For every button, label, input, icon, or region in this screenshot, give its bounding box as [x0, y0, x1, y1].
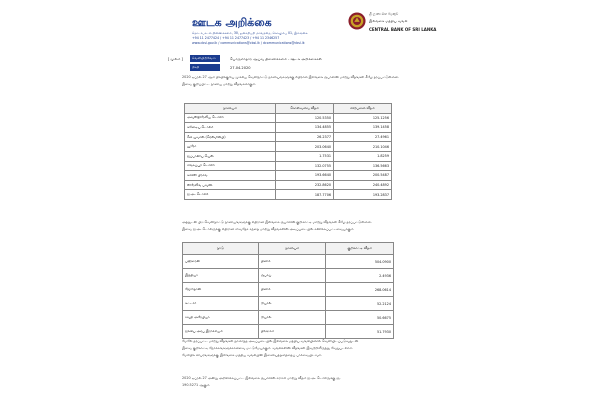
- intro-line-1: 2020 ஏப்ரல் 27 ஆம் திகதிக்குரிய முக்கிய வெளிநாட்டு நாணயங்களுக்கு எதிரான இலங்கை ரூபாவின் மாற்று வீதங்கள் கீழே தரப்பட்டுள்ளன.: [182, 75, 399, 79]
- header-currency: நாணயம்: [185, 104, 276, 114]
- cell-buy: 203.0640: [276, 142, 334, 152]
- cell-rate: 52.2124: [326, 297, 394, 311]
- cell-country: ஐக்கிய அரபு இராச்சியம்: [183, 325, 259, 339]
- cell-currency: யூரோ: [185, 142, 276, 152]
- cell-currency: ரூபாய்: [258, 269, 326, 283]
- org-name-sinhala: ශ්‍රී ලංකා මහ බැංකුව: [369, 12, 399, 16]
- cell-currency: சிங்கப்பூர் டொலர்: [185, 161, 276, 171]
- press-release-title: ஊடக அறிக்கை: [192, 16, 272, 29]
- cell-buy: 232.8620: [276, 180, 334, 190]
- central-bank-seal-icon: [348, 12, 366, 30]
- header-country: நாடு: [183, 243, 259, 255]
- table-row: [185, 190, 392, 200]
- middle-text-line-2: இவை ஐ.அ. டொலருக்கு எதிரான சர்வதேச சந்தை மாற்று வீதங்களின் அடிப்படையில் கணிக்கப்பட்டவையாகும்.: [182, 227, 355, 231]
- cell-country: கட்டார்: [183, 297, 259, 311]
- table-row: [185, 171, 392, 181]
- cell-sell: 1.8259: [334, 151, 392, 161]
- cell-sell: 240.4892: [334, 180, 392, 190]
- cell-currency: தினார்: [258, 283, 326, 297]
- header-sell: விற்பனை வீதம்: [334, 104, 392, 114]
- indicative-rate-table: [182, 242, 394, 339]
- phone-line: +94 11 2477424 / +94 11 2477423 / +94 11 2346257: [192, 36, 280, 40]
- issued-by-value: பொருளாதார ஆய்வு திணைக்களம் - ஊடக அறிக்கைகள்: [230, 57, 322, 61]
- cell-currency: சீன யுவான் (ரென்மின்பி): [185, 132, 276, 142]
- org-name-tamil: இலங்கை மத்திய வங்கி: [369, 19, 408, 23]
- cell-currency: திர்ஹாம்: [258, 325, 326, 339]
- closing-line-4: 2020 ஏப்ரல் 27 அன்று அறிவிக்கப்பட்ட இலங்கை ரூபாவின் சராசரி மாற்று வீதம் ஐ.அ. டொலருக்கு ரூ.: [182, 376, 341, 380]
- address-line: தொடர்பாடல் திணைக்களம், 30, ஜனாதிபதி மாவத்தை, கொழும்பு 01, இலங்கை: [192, 31, 308, 35]
- cell-country: சவுதி அரேபியா: [183, 311, 259, 325]
- closing-line-5: 190.5271 ஆகும்.: [182, 383, 211, 387]
- date-badge: திகதி: [190, 64, 220, 71]
- table-row: [185, 113, 392, 123]
- closing-line-2: இவை குறிகாட்டி நோக்கங்களுக்கானவை மட்டுமேயாகும். வங்கிகளின் வீதங்கள் இவற்றிலிருந்து வேறுபடலாம்.: [182, 346, 354, 350]
- cell-rate: 50.6675: [326, 311, 394, 325]
- cell-currency: ஜப்பானிய யென்: [185, 151, 276, 161]
- cell-buy: 26.2377: [276, 132, 334, 142]
- org-name-english: CENTRAL BANK OF SRI LANKA: [369, 27, 437, 32]
- table-row: [185, 123, 392, 133]
- table-row: [185, 132, 392, 142]
- table-row: [185, 151, 392, 161]
- issued-by-badge: வெளியிடுவோர்: [190, 55, 220, 62]
- cell-sell: 193.2837: [334, 190, 392, 200]
- cell-rate: 268.0614: [326, 283, 394, 297]
- cell-currency: சுவிஸ் பிராங்: [185, 171, 276, 181]
- cell-sell: 200.5487: [334, 171, 392, 181]
- table-row: [183, 297, 394, 311]
- web-line: www.cbsl.gov.lk / communications@cbsl.lk / dcommunications@cbsl.lk: [192, 41, 305, 45]
- header-rate: குறிகாட்டி வீதம்: [326, 243, 394, 255]
- table-row: [183, 283, 394, 297]
- cell-country: பஹ்ரைன்: [183, 255, 259, 269]
- closing-line-3: மேலதிக விபரங்களுக்கு இலங்கை மத்திய வங்கியின் இணையத்தளத்தைப் பார்வையிடவும்.: [182, 353, 323, 357]
- cell-country: ஜோர்தான்: [183, 283, 259, 297]
- table-row: [185, 142, 392, 152]
- cell-rate: 51.7930: [326, 325, 394, 339]
- press-release-page: [168, 6, 437, 394]
- closing-line-1: மேலே தரப்பட்ட மாற்று வீதங்கள் நாளாந்த அடிப்படையில் இலங்கை மத்திய வங்கியினால் வெளியிடப்படுவதுடன்: [182, 339, 359, 343]
- cell-currency: கனேடிய டொலர்: [185, 123, 276, 133]
- cell-buy: 187.7706: [276, 190, 334, 200]
- issued-by-label: [ மூலம் ]: [168, 57, 183, 61]
- table-header-row: [185, 104, 392, 114]
- cell-buy: 134.4855: [276, 123, 334, 133]
- cell-buy: 120.5350: [276, 113, 334, 123]
- cell-sell: 210.1046: [334, 142, 392, 152]
- table-row: [183, 311, 394, 325]
- table-row: [183, 269, 394, 283]
- table-row: [185, 161, 392, 171]
- table-header-row: [183, 243, 394, 255]
- cell-sell: 27.4961: [334, 132, 392, 142]
- table-row: [183, 255, 394, 269]
- table-row: [185, 180, 392, 190]
- header-buy: கொள்வனவு வீதம்: [276, 104, 334, 114]
- cell-currency: றியால்: [258, 297, 326, 311]
- cell-buy: 193.6640: [276, 171, 334, 181]
- table-row: [183, 325, 394, 339]
- cell-sell: 139.1458: [334, 123, 392, 133]
- cell-rate: 2.4936: [326, 269, 394, 283]
- cell-rate: 504.0900: [326, 255, 394, 269]
- cell-currency: ஸ்ரேலிங் பவுண்: [185, 180, 276, 190]
- cell-buy: 132.0755: [276, 161, 334, 171]
- middle-text-line-1: அத்துடன் பிற வெளிநாட்டு நாணயங்களுக்கு எதிரான இலங்கை ரூபாவின் குறிகாட்டி மாற்று வீதங்கள் கீழே தரப்பட்டுள்ளன.: [182, 220, 372, 224]
- date-value: 27.04.2020: [230, 66, 251, 70]
- intro-line-2: இவை குறிப்பிட்ட நாணய மாற்று வீதங்களாகும்.: [182, 82, 257, 86]
- cell-sell: 136.5663: [334, 161, 392, 171]
- cell-currency: றியால்: [258, 311, 326, 325]
- cell-sell: 125.1256: [334, 113, 392, 123]
- cell-currency: ஐ.அ. டொலர்: [185, 190, 276, 200]
- exchange-rate-table: [184, 103, 392, 200]
- header-currency: நாணயம்: [258, 243, 326, 255]
- cell-currency: அவுஸ்திரேலிய டொலர்: [185, 113, 276, 123]
- cell-currency: தினார்: [258, 255, 326, 269]
- cell-buy: 1.7531: [276, 151, 334, 161]
- cell-country: இந்தியா: [183, 269, 259, 283]
